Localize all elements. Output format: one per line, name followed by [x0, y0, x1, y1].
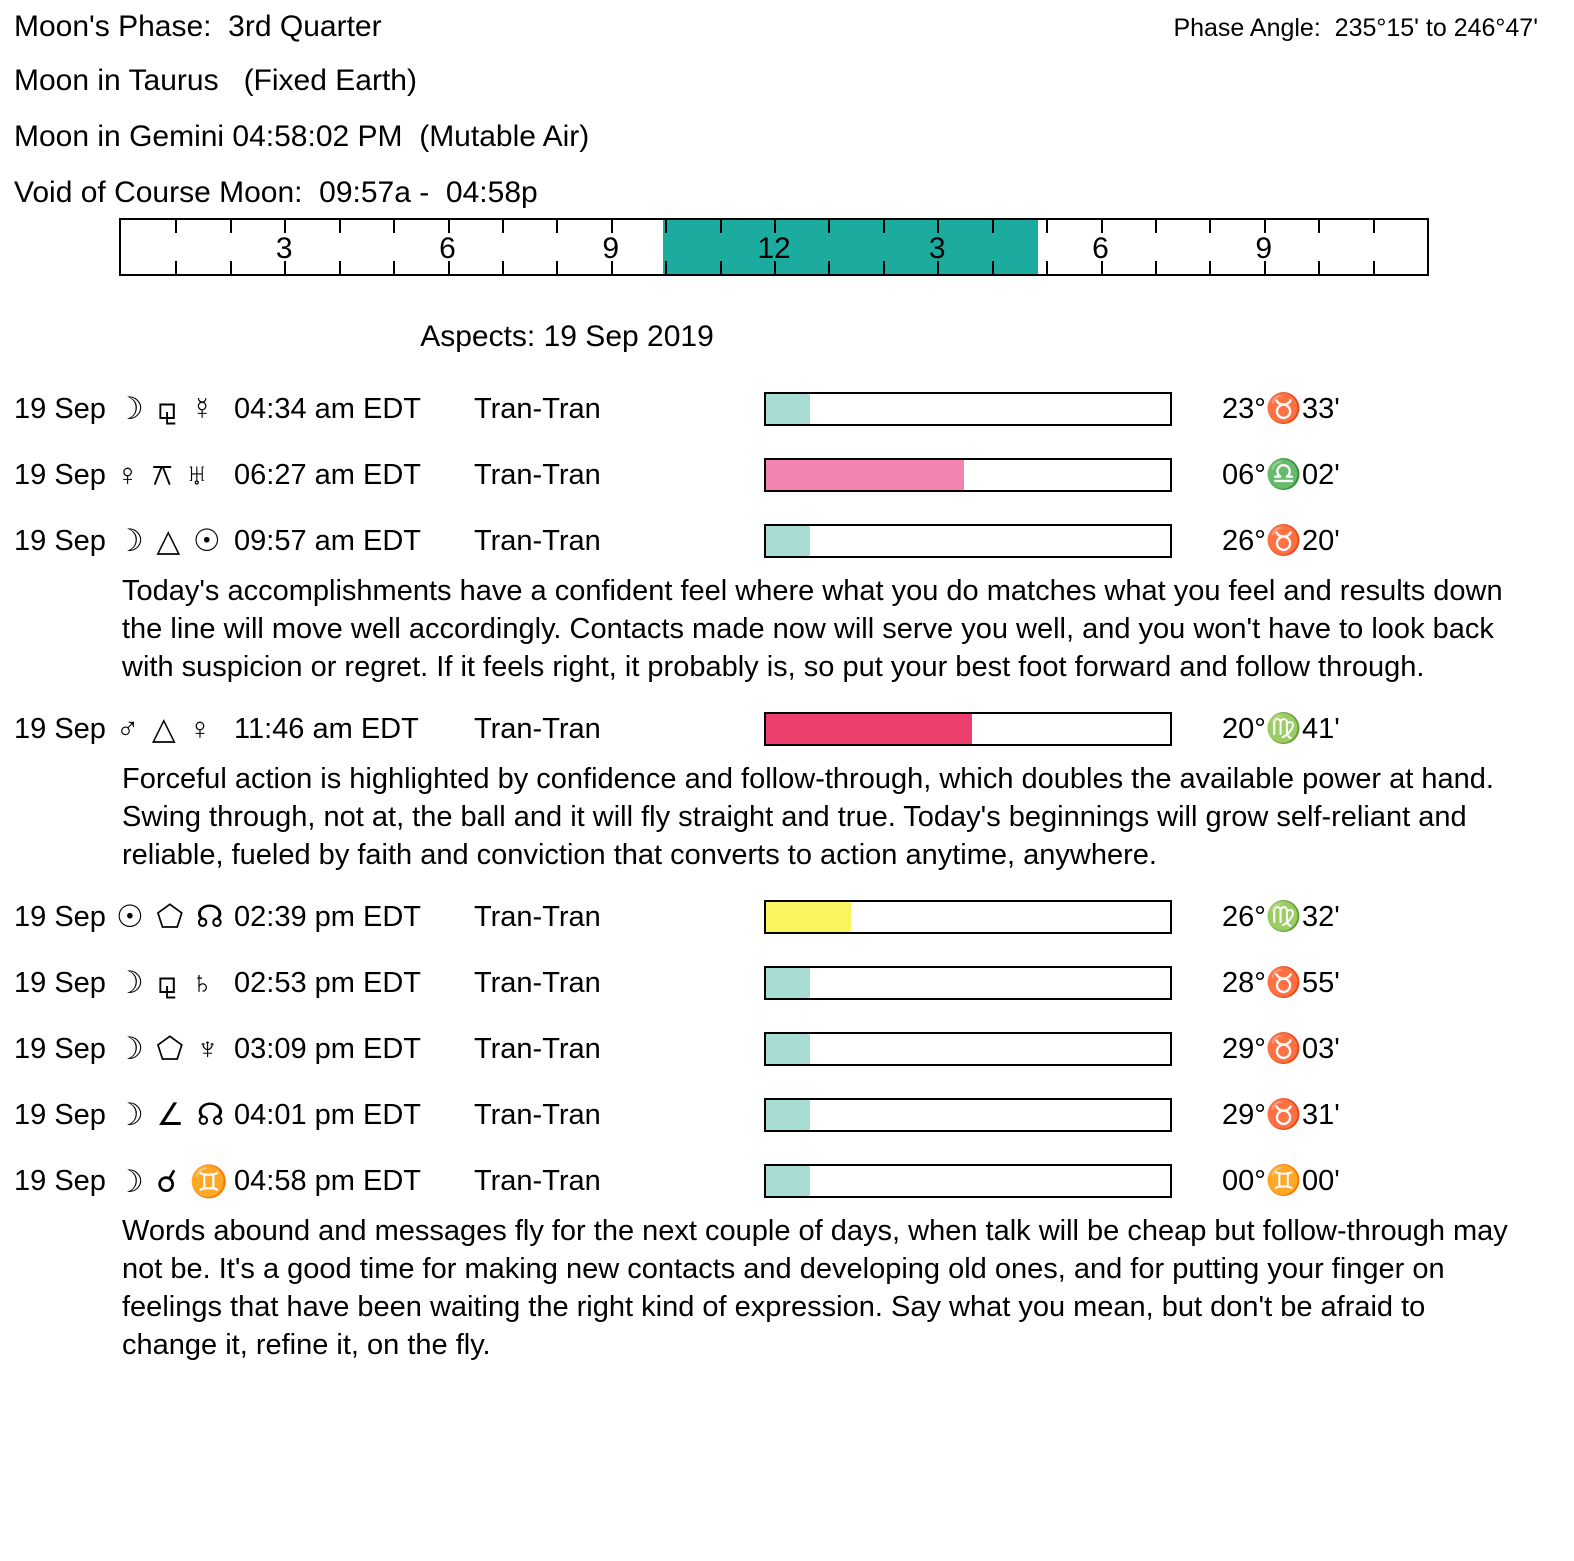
aspect-time: 03:09 pm EDT: [234, 1032, 421, 1065]
aspect-time: 04:34 am EDT: [234, 392, 421, 425]
timeline-tick: [339, 261, 341, 274]
timeline-tick: [665, 261, 667, 274]
aspect-strength-bar: [764, 392, 1172, 426]
timeline-tick: [720, 220, 722, 233]
timeline-tick: [665, 220, 667, 233]
timeline-hour-label: 9: [1255, 232, 1273, 265]
aspect-strength-bar-wrap: [764, 1032, 1174, 1066]
aspect-position: 26°♍32': [1222, 901, 1340, 933]
void-of-course-label: Void of Course Moon: 09:57a - 04:58p: [14, 176, 538, 209]
aspect-strength-bar: [764, 966, 1172, 1000]
aspect-kind: Tran-Tran: [474, 1032, 601, 1065]
aspect-date: 19 Sep: [14, 966, 106, 999]
timeline-tick: [1373, 220, 1375, 233]
aspect-date: 19 Sep: [14, 458, 106, 491]
aspect-entry: [14, 1086, 1560, 1144]
timeline-tick: [1318, 261, 1320, 274]
aspect-strength-fill: [766, 460, 964, 490]
timeline-tick: [556, 220, 558, 233]
aspect-strength-fill: [766, 902, 851, 932]
timeline-hour-label: 6: [1092, 232, 1109, 265]
aspect-kind: Tran-Tran: [474, 524, 601, 557]
aspect-kind: Tran-Tran: [474, 1098, 601, 1131]
timeline-tick: [393, 220, 395, 233]
timeline-tick: [828, 220, 830, 233]
aspect-row[interactable]: [14, 700, 1560, 758]
timeline-tick: [556, 261, 558, 274]
aspect-glyphs: ♂ △ ♀: [116, 711, 214, 746]
aspect-position: 26°♉20': [1222, 525, 1340, 557]
timeline-tick: [1046, 220, 1048, 233]
aspect-glyphs: ☉ ⬠ ☊: [116, 899, 226, 934]
timeline-tick: [230, 220, 232, 233]
aspect-position: 29°♉03': [1222, 1033, 1340, 1065]
aspect-strength-fill: [766, 1100, 810, 1130]
aspect-position: 20°♍41': [1222, 713, 1340, 745]
aspect-position: 00°♊00': [1222, 1165, 1340, 1197]
aspect-glyphs: ☽ ⬠ ♆: [116, 1031, 222, 1066]
timeline-tick: [339, 220, 341, 233]
timeline-tick: [230, 261, 232, 274]
aspect-strength-fill: [766, 394, 810, 424]
aspect-time: 02:39 pm EDT: [234, 900, 421, 933]
aspect-date: 19 Sep: [14, 392, 106, 425]
timeline-tick: [502, 261, 504, 274]
moon-phase-label: Moon's Phase: 3rd Quarter: [14, 10, 382, 43]
timeline-track: [119, 218, 1429, 276]
aspect-time: 09:57 am EDT: [234, 524, 421, 557]
aspect-time: 04:58 pm EDT: [234, 1164, 421, 1197]
header-row: [14, 10, 1560, 44]
aspect-glyphs: ☽ ⚼ ♄: [116, 964, 216, 1000]
aspect-time: 06:27 am EDT: [234, 458, 421, 491]
aspect-strength-bar: [764, 712, 1172, 746]
aspect-kind: Tran-Tran: [474, 712, 601, 745]
aspect-strength-bar-wrap: [764, 966, 1174, 1000]
timeline-hour-label: 6: [439, 232, 456, 265]
aspect-strength-bar: [764, 1032, 1172, 1066]
aspect-list: [14, 380, 1560, 1364]
timeline-tick: [1209, 220, 1211, 233]
aspect-strength-bar-wrap: [764, 458, 1174, 492]
aspect-row[interactable]: [14, 1020, 1560, 1078]
timeline-tick: [883, 261, 885, 274]
aspect-entry: [14, 1152, 1560, 1364]
timeline-tick: [393, 261, 395, 274]
aspect-date: 19 Sep: [14, 1098, 106, 1131]
aspect-strength-bar: [764, 524, 1172, 558]
aspect-strength-fill: [766, 714, 972, 744]
aspect-description: Words abound and messages fly for the next couple of days, when talk will be cheap but follow-through may not be. It's a good time for making new contacts and developing old ones, and for putting your finger on feelings that have been waiting the right kind of expression. Say what you mean, but don't be afraid to change it, refine it, on the fly.: [122, 1215, 1508, 1361]
timeline-tick: [1318, 220, 1320, 233]
aspect-entry: [14, 446, 1560, 504]
aspect-strength-bar: [764, 900, 1172, 934]
timeline-tick: [828, 261, 830, 274]
timeline-tick: [175, 261, 177, 274]
timeline-hour-label: 3: [928, 232, 946, 265]
aspect-strength-bar-wrap: [764, 1164, 1174, 1198]
aspect-date: 19 Sep: [14, 900, 106, 933]
aspect-kind: Tran-Tran: [474, 900, 601, 933]
aspect-strength-fill: [766, 1034, 810, 1064]
timeline-tick: [1155, 261, 1157, 274]
aspect-kind: Tran-Tran: [474, 458, 601, 491]
aspect-glyphs: ♀ ⚻ ♅: [116, 456, 211, 492]
aspect-row[interactable]: [14, 446, 1560, 504]
moon-ingress-label: Moon in Gemini 04:58:02 PM (Mutable Air): [14, 120, 590, 153]
aspect-time: 02:53 pm EDT: [234, 966, 421, 999]
phase-angle-label: Phase Angle: 235°15' to 246°47': [1173, 14, 1538, 42]
aspect-row[interactable]: [14, 380, 1560, 438]
timeline-hour-label: 12: [757, 232, 791, 265]
aspect-entry: [14, 954, 1560, 1012]
aspect-entry: [14, 512, 1560, 686]
aspect-description: Forceful action is highlighted by confidence and follow-through, which doubles the available power at hand. Swing through, not at, the ball and it will fly straight and true. Today's beginnings will grow self-reliant and reliable, fueled by faith and conviction that converts to action anytime, anywhere.: [122, 763, 1494, 871]
timeline-tick: [720, 261, 722, 274]
aspect-strength-fill: [766, 1166, 810, 1196]
aspect-strength-bar-wrap: [764, 392, 1174, 426]
aspect-date: 19 Sep: [14, 1032, 106, 1065]
aspect-row[interactable]: [14, 888, 1560, 946]
aspect-glyphs: ☽ ∠ ☊: [116, 1097, 227, 1132]
timeline-tick: [1209, 261, 1211, 274]
aspect-description: Today's accomplishments have a confident feel where what you do matches what you feel and results down the line will move well accordingly. Contacts made now will serve you well, and you won't have to look back with suspicion or regret. If it feels right, it probably is, so put your best foot forward and follow through.: [122, 575, 1503, 683]
aspect-glyphs: ☽ △ ☉: [116, 523, 223, 558]
aspect-row[interactable]: [14, 512, 1560, 570]
aspect-row[interactable]: [14, 954, 1560, 1012]
aspect-entry: [14, 700, 1560, 874]
aspect-strength-bar: [764, 1098, 1172, 1132]
timeline-tick: [1046, 261, 1048, 274]
aspect-entry: [14, 1020, 1560, 1078]
aspects-title: Aspects: 19 Sep 2019: [420, 320, 714, 353]
aspect-position: 23°♉33': [1222, 393, 1340, 425]
aspect-strength-bar-wrap: [764, 712, 1174, 746]
aspect-kind: Tran-Tran: [474, 1164, 601, 1197]
aspect-strength-bar: [764, 1164, 1172, 1198]
aspect-position: 28°♉55': [1222, 967, 1340, 999]
aspect-strength-fill: [766, 526, 810, 556]
day-timeline: [119, 218, 1429, 280]
timeline-hour-label: 9: [602, 232, 620, 265]
aspect-strength-bar: [764, 458, 1172, 492]
timeline-tick: [1373, 261, 1375, 274]
aspect-glyphs: ☽ ⚼ ☿: [116, 390, 216, 426]
timeline-tick: [502, 220, 504, 233]
moon-sign-label: Moon in Taurus (Fixed Earth): [14, 64, 417, 97]
timeline-tick: [175, 220, 177, 233]
aspect-strength-bar-wrap: [764, 524, 1174, 558]
aspect-date: 19 Sep: [14, 524, 106, 557]
aspect-time: 04:01 pm EDT: [234, 1098, 421, 1131]
timeline-tick: [883, 220, 885, 233]
timeline-tick: [1155, 220, 1157, 233]
aspect-strength-bar-wrap: [764, 1098, 1174, 1132]
aspect-position: 06°♎02': [1222, 459, 1340, 491]
aspect-entry: [14, 888, 1560, 946]
aspect-row[interactable]: [14, 1152, 1560, 1210]
timeline-hour-label: 3: [275, 232, 293, 265]
aspect-kind: Tran-Tran: [474, 392, 601, 425]
aspect-time: 11:46 am EDT: [234, 712, 419, 745]
aspect-strength-bar-wrap: [764, 900, 1174, 934]
timeline-tick: [992, 261, 994, 274]
timeline-tick: [992, 220, 994, 233]
aspect-kind: Tran-Tran: [474, 966, 601, 999]
aspect-glyphs: ☽ ☌ ♊: [116, 1163, 231, 1199]
aspect-entry: [14, 380, 1560, 438]
aspect-position: 29°♉31': [1222, 1099, 1340, 1131]
aspect-row[interactable]: [14, 1086, 1560, 1144]
aspect-strength-fill: [766, 968, 810, 998]
aspect-date: 19 Sep: [14, 1164, 106, 1197]
aspect-date: 19 Sep: [14, 712, 106, 745]
